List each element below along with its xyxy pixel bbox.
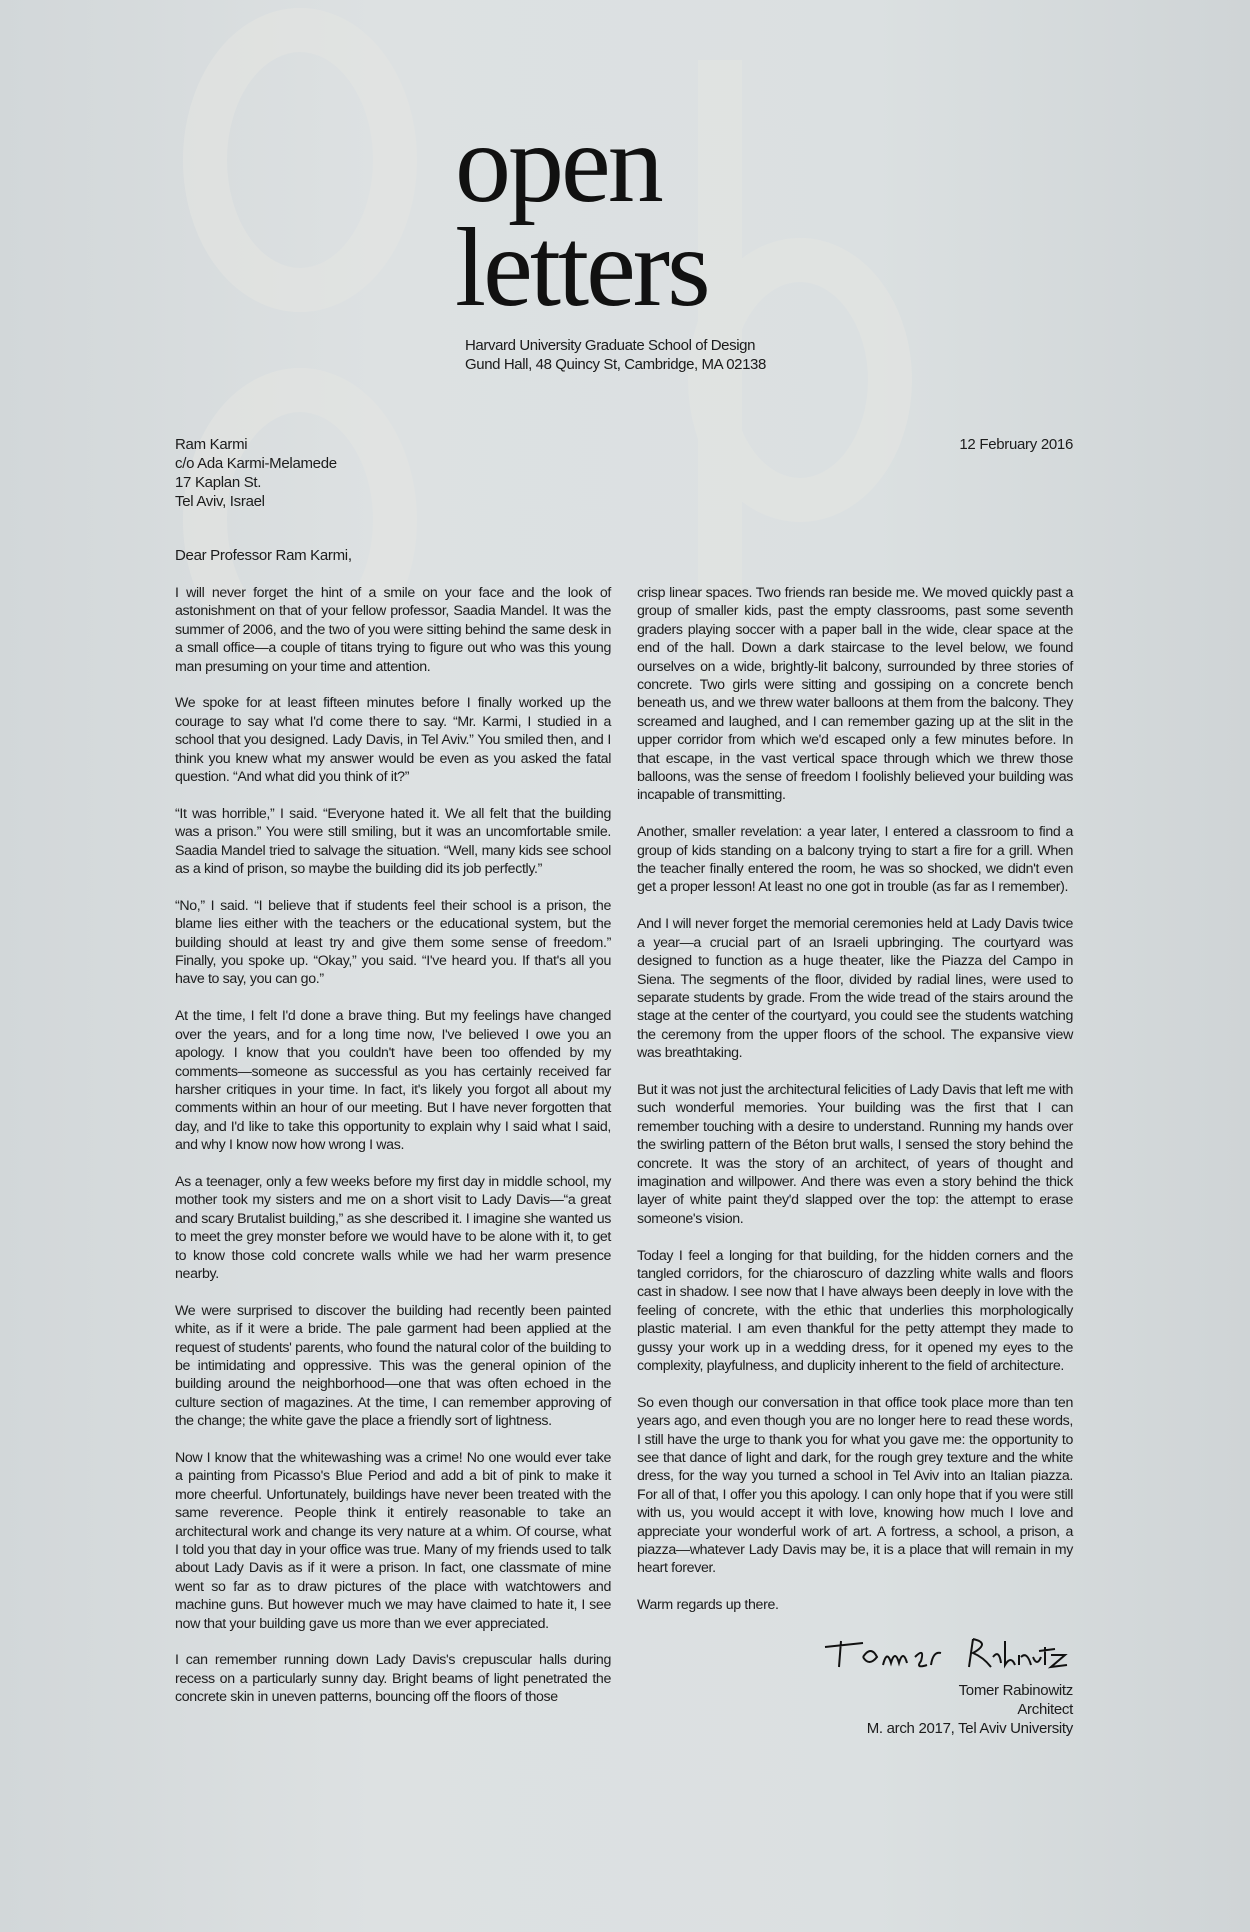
signer-name: Tomer Rabinowitz [958,1682,1073,1700]
paragraph: “It was horrible,” I said. “Everyone hated it. We all felt that the building was a prison.” You were still smiling, but it was an uncomfortable smile. Saadia Mandel tried to salvage the situation. “Well, many kids see school as a kind of prison, so maybe the building did its job perfectly.” [175,805,611,878]
watermark-o-shape [205,30,395,290]
salutation: Dear Professor Ram Karmi, [175,547,352,564]
masthead-title [455,102,708,330]
paragraph: “No,” I said. “I believe that if students feel their school is a prison, the blame lies either with the teachers or the educational system, but the building should at least try and give them some sense of freedom.” Finally, you spoke up. “Okay,” you said. “I've heard you. If that's all you have to say, you can go.” [175,897,611,988]
paragraph: Another, smaller revelation: a year later, I entered a classroom to find a group of kids standing on a balcony trying to start a fire for a grill. When the teacher finally entered the room, he was so shocked, we didn't even get a proper lesson! At least no one got in trouble (as far as I remember). [637,824,1073,896]
left-column [175,584,611,1725]
paragraph: crisp linear spaces. Two friends ran beside me. We moved quickly past a group of smaller kids, past the empty classrooms, past some seventh graders playing soccer with a paper ball in the wide, clear space at the end of the hall. Down a dark staircase to the level below, we found ourselves on a wide, brightly-lit balcony, surrounded by three stories of concrete. Two girls were sitting and gossiping on a concrete bench beneath us, and we threw water balloons at them from the balcony. They screamed and laughed, and I can remember gazing up at the slit in the upper corridor from which we'd escaped only a few minutes before. In that escape, in the vast vertical space through which we threw those balloons, was the sense of freedom I foolishly believed your building was incapable of transmitting. [637,585,1073,804]
title-line-letters: letters [455,206,708,330]
paragraph: I can remember running down Lady Davis's crepuscular halls during recess on a particularly sunny day. Bright beams of light penetrated the concrete skin in uneven patterns, bouncing off the floors of those [175,1652,611,1706]
paragraph: So even though our conversation in that office took place more than ten years ago, and even though you are no longer here to read these words, I still have the urge to thank you for what you gave me: the opportunity to see that dance of light and dark, for the rough grey texture and the white dress, for the way you turned a school in Tel Aviv into an Italian piazza. For all of that, I offer you this apology. I can only hope that if you were still with us, you would accept it with love, knowing how much I love and appreciate your wonderful work of art. A fortress, a school, a prison, a piazza—whatever Lady Davis may be, it is a place that will remain in my heart forever. [637,1394,1073,1577]
paragraph: We spoke for at least fifteen minutes before I finally worked up the courage to say what I'd come there to say. “Mr. Karmi, I studied in a school that you designed. Lady Davis, in Tel Aviv.” You smiled then, and I think you knew what my answer would be even as you asked the fatal question. “And what did you think of it?” [175,695,611,786]
title-line-open: open [455,102,661,226]
handwritten-signature [823,1633,1073,1675]
institution-block [465,336,766,374]
institution-name: Harvard University Graduate School of Design [465,337,756,354]
paragraph: But it was not just the architectural felicities of Lady Davis that left me with such wonderful memories. Your building was the first that I can remember touching with a desire to understand. Running my hands over the swirling pattern of the Béton brut walls, I sensed the story behind the concrete. It was the story of an architect, of years of thought and imagination and willpower. And there was even a story behind the thick layer of white paint they'd slapped over the top: the attempt to erase someone's vision. [637,1081,1073,1227]
closing: Warm regards up there. [637,1597,779,1614]
institution-address: Gund Hall, 48 Quincy St, Cambridge, MA 02138 [465,356,766,373]
recipient-address [175,435,337,511]
right-column [637,584,1073,1738]
paragraph: And I will never forget the memorial ceremonies held at Lady Davis twice a year—a crucial part of an Israeli upbringing. The courtyard was designed to function as a huge theater, like the Piazza del Campo in Siena. The segments of the floor, divided by radial lines, were used to separate students by grade. From the wide tread of the stairs around the stage at the center of the courtyard, you could see the students watching the ceremony from the upper floors of the school. The expansive view was breathtaking. [637,916,1073,1062]
letter-date: 12 February 2016 [959,436,1073,453]
paragraph: Today I feel a longing for that building, for the hidden corners and the tangled corridors, for the chiaroscuro of dazzling white walls and floors cast in shadow. I see now that I have always been deeply in love with the feeling of concrete, with the ethic that underlies this morphologically plastic material. I am even thankful for the petty attempt they made to gussy your work up in a wedding dress, for it opened my eyes to the complexity, playfulness, and duplicity inherent to the field of architecture. [637,1247,1073,1374]
recipient-line: Tel Aviv, Israel [175,493,265,510]
signer-block [637,1681,1073,1738]
paragraph: As a teenager, only a few weeks before my first day in middle school, my mother took my sisters and me on a short visit to Lady Davis—“a great and scary Brutalist building,” as she described it. I imagine she wanted us to meet the grey monster before we would have to be alone with it, to get to know those cold concrete walls while we had her warm presence nearby. [175,1173,611,1282]
recipient-line: 17 Kaplan St. [175,474,262,491]
recipient-line: Ram Karmi [175,436,248,453]
paragraph: At the time, I felt I'd done a brave thing. But my feelings have changed over the years, and for a long time now, I've believed I owe you an apology. I know that you couldn't have been too offended by my comments—someone as successful as you has certainly received far harsher critiques in your time. In fact, it's likely you forgot all about my comments within an hour of our meeting. But I have never forgotten that day, and I'd like to take this opportunity to explain why I said what I said, and why I know now how wrong I was. [175,1008,611,1154]
signer-title: Architect [1017,1701,1073,1719]
paragraph: Now I know that the whitewashing was a crime! No one would ever take a painting from Picasso's Blue Period and add a bit of pink to make it more cheerful. Unfortunately, buildings have never been treated with the same reverence. People think it entirely reasonable to take an architectural work and change its very nature at a whim. Of course, what I told you that day in your office was true. Many of my friends used to talk about Lady Davis as if it were a prison. In fact, one classmate of mine went so far as to draw pictures of the place with watchtowers and machine guns. But however much we may have claimed to hate it, I see now that your building gave us more than we ever appreciated. [175,1449,611,1632]
recipient-line: c/o Ada Karmi-Melamede [175,455,337,472]
signer-credential: M. arch 2017, Tel Aviv University [866,1720,1073,1738]
paragraph: We were surprised to discover the building had recently been painted white, as if it were a bride. The pale garment had been applied at the request of students' parents, who found the natural color of the building to be intimidating and oppressive. This was the general opinion of the building around the neighborhood—one that was often echoed in the culture section of magazines. At the time, I can remember approving of the change; the white gave the place a friendly sort of lightness. [175,1302,611,1430]
paragraph: I will never forget the hint of a smile on your face and the look of astonishment on that of your fellow professor, Saadia Mandel. It was the summer of 2006, and the two of you were sitting behind the same desk in a small office—a couple of titans trying to figure out who was this young man presuming on your time and attention. [175,585,611,675]
